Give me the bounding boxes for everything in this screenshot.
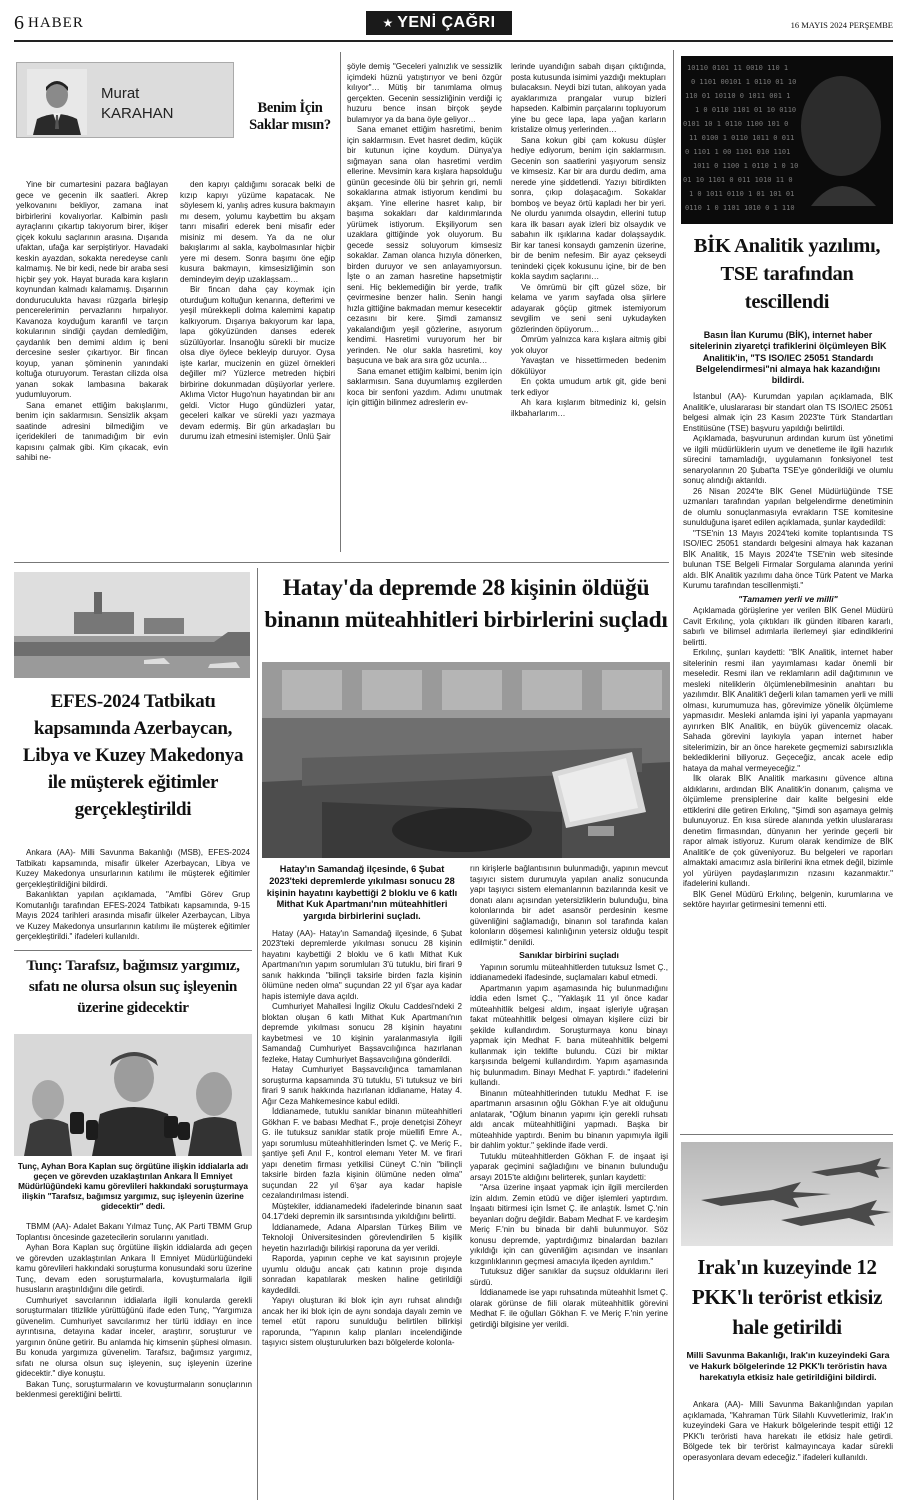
svg-text:0 1101 00101 1 0110 01 10: 0 1101 00101 1 0110 01 10 — [691, 78, 797, 86]
paragraph: Ankara (AA)- Milli Savunma Bakanlığı (MSB), EFES-2024 Tatbikatı kapsamında, misafir ülkeler Azerbaycan, Libya ve Kuzey Makedonya unsurlarının katılımı ile müşterek eğitimler gerçekleştirildiğini bildirdi. — [16, 848, 250, 889]
paragraph: Ayhan Bora Kaplan suç örgütüne ilişkin iddialarda adı geçen ve görevden uzaklaştırılan Ankara İl Emniyet Müdürlüğündeki kamu görevlileri hakkındaki soruşturma konusundaki soru üzerine Tunç, devam eden soruşturmalarla, kovuşturmalarla ilgili hususların araştırıldığını dile getirdi. — [16, 1243, 252, 1294]
svg-text:01 10 1101 0 011 1010 11 0: 01 10 1101 0 011 1010 11 0 — [683, 176, 793, 184]
irak-body — [683, 1400, 893, 1463]
left-column-divider — [257, 568, 258, 1500]
paragraph: Raporda, yapının cephe ve kat sayısının projeyle uyumlu olduğu ancak çatı katının proje dışında sonradan kapatılarak mesken haline getirildiği kaydedildi. — [262, 1254, 462, 1295]
svg-text:1011 0 1100 1 0110 1 0 10: 1011 0 1100 1 0110 1 0 10 — [693, 162, 799, 170]
paragraph: Yapıyı oluşturan iki blok için ayrı ruhsat alındığı ancak her iki blok için de aynı sondaja dayalı zemin ve temel etüt raporu sunulduğu belirtilen bilirkişi raporunda, "Yapının kalıp planları incelendiğinde taşıyıcı sistem oluşturulurken bazı bölgelerde kolonla- — [262, 1296, 462, 1348]
svg-text:110 01 10110 0 1011 001 1: 110 01 10110 0 1011 001 1 — [685, 92, 791, 100]
paragraph: lerinde uyandığın sabah dışarı çıktığında, posta kutusunda isimimi yazdığı mektupları bulacaksın. Neydi bizi tutan, alıkoyan yada ayaklarımıza prangalar vurup bizleri hapseden. Kalbimin parçalarını topluyorum yine bu gece lapa, lapa yağan karların kristalize olmuş yerlerinden… — [511, 62, 666, 134]
bik-lead: Basın İlan Kurumu (BİK), internet haber sitelerinin ziyaretçi trafiklerini ölçümleyen BİK Analitik'in, "TS ISO/IEC 25051 Standardı Belgelendirmesi"ni almaya hak kazandığını bildirdi. — [689, 330, 887, 386]
paragraph: İddianamede ise yapı ruhsatında müteahhit İsmet Ç. olarak görünse de fiili olarak müteahhitlik görevini Medhat F. ile oğulları Gökhan F. ve Meriç F.'nin yerine getirdiği bilgisine yer verildi. — [470, 1288, 668, 1329]
paragraph: Hatay (AA)- Hatay'ın Samandağ ilçesinde, 6 Şubat 2023'teki depremlerde yıkılması sonucu 28 kişinin hayatını kaybettiği 2 bloklu ve 6 katlı Mithat Kuk Apartmanı'nın yapım sorumluları 3'ü tutuklu, biri firari 9 sanık hakkında "bilinçli taksirle birden fazla kişinin ölümüne neden olma" suçundan 22 yıl 6'şar aya kadar hapis istemiyle dava açıldı. — [262, 928, 462, 1001]
paragraph: İlk olarak BİK Analitik markasını güvence altına aldıklarını, ardından BİK Analitik'in donanım, çalışma ve ölçümleme prensiplerine dair kalite belgesini elde ettiklerini dile getiren Erkılınç, "Şimdi son aşamaya gelmiş bulunuyoruz. En kısa sürede alanında yetkin uluslararası denetim firmasından, dünyanın her yerinde geçerli bir rapor almak istiyoruz. Kurum olarak kendimize de BİK Analitik'e de çok güveniyoruz. Bu belgeleri ve raporları almaktaki amacımız asla birilerini ikna etmek değil, bizimle yol yürüyen paydaşlarımızın rızasını kazanmaktır." ifadelerini kullandı. — [683, 774, 893, 888]
hatay-subhead: Sanıklar birbirini suçladı — [519, 950, 619, 960]
column-bottom-rule — [14, 562, 669, 563]
paragraph: Müştekiler, iddianamedeki ifadelerinde binanın saat 04.17'deki depremin ilk sarsıntısında yıkıldığını belirtti. — [262, 1201, 462, 1222]
paragraph: den kapıyı çaldığımı soracak belki de kızıp kapıyı yüzüme kapatacak. Ne söylesem ki, yanlış adres kusura bakmayın mı desem, yolumu kaybettim bu akşam tanrı misafiri ederek beni misafir eder misiniz mi desem. Ya da ne olur bakışlarımı al sakla, kaybolmasınlar hiçbir yere mi desem. Sonra başımı öne eğip kusura bakmayın, kimsesizliğimin son demindeyim deyip uzaklaşsam… — [180, 180, 335, 284]
paragraph: Ah kara kışlarım bitmediniz ki, gelsin ilkbaharlarım… — [511, 398, 666, 418]
paragraph: Bakanlıktan yapılan açıklamada, "Amfibi Görev Grup Komutanlığı tarafından EFES-2024 Tatbikatı kapsamında, 9-15 Mayıs 2024 tarihleri arasında misafir ülkeler Azerbaycan, Libya ve Kuzey Makedonya unsurlarının katılımı ile müşterek eğitimler gerçekleştirildi." ifadeleri kullanıldı. — [16, 890, 250, 941]
efes-headline: EFES-2024 Tatbikatı kapsamında Azerbaycan, Libya ve Kuzey Makedonya ile müşterek eğitimler gerçekleştirildi — [22, 691, 244, 820]
column-article — [14, 50, 669, 555]
paragraph: Bakan Tunç, soruşturmaların ve kovuşturmaların sonuçlarının beklenmesi gerektiğini belirtti. — [16, 1379, 252, 1399]
hatay-body-col1 — [262, 929, 462, 1349]
paragraph: Ankara (AA)- Milli Savunma Bakanlığından yapılan açıklamada, "Kahraman Türk Silahlı Kuvvetlerimiz, Irak'ın kuzeyindeki Gara ve Hakurk bölgelerinde tespit ettiği 12 PKK'lı teröristi hava harekatı ile etkisiz hale getirdi. Bölgede tek bir terörist kalmayıncaya kadar sürekli operasyonlara devam edeceğiz." ifadeleri kullanıldı. — [683, 1400, 893, 1462]
column-title: Benim İçin Saklar mısın? — [249, 100, 331, 133]
svg-text:0110 1 0 1101 1010 0 1 110: 0110 1 0 1101 1010 0 1 110 — [685, 204, 795, 212]
masthead — [14, 8, 893, 38]
author-first-name: Murat — [101, 85, 140, 102]
logo-star-icon: ★ — [382, 16, 394, 30]
paragraph: Hatay Cumhuriyet Başsavcılığınca tamamlanan soruşturma kapsamında 3'ü tutuklu, 5'i tutuksuz ve biri firari 9 sanık hakkında hazırlanan iddianame, Hatay 4. Ağır Ceza Mahkemesince kabul edildi. — [262, 1065, 462, 1106]
svg-text:1 0 0110 1101 01 10 0110: 1 0 0110 1101 01 10 0110 — [695, 106, 797, 114]
irak-headline: Irak'ın kuzeyinde 12 PKK'lı terörist etkisiz hale getirildi — [691, 1255, 883, 1339]
column-divider — [340, 52, 341, 552]
paragraph: TBMM (AA)- Adalet Bakanı Yılmaz Tunç, AK Parti TBMM Grup Toplantısı öncesinde gazetecilerin sorularını yanıtladı. — [16, 1222, 252, 1242]
paragraph: Yine bir cumartesini pazara bağlayan gece ve gecenin ilk saatleri. Akrep yelkovanını bekliyor, zamana inat birbirlerini kovalıyorlar. Kalbimin paslı ayraçlarını çıkartıp takıyorum birer, ikişer çiçek kokulu saçlarının arasına. Dışarıda ufaktan, ufağa kar serpiştiriyor. Havadaki keskin ayazdan, sokakta neredeyse canlı kalmamış. Ne bir kedi, nede bir araba sesi hiçbir şey yok. Hayat burada kara kışların koynundan kalmadı kalamamış. Dışarının donduruculukta havası rüzgarla birleşip pencerelerimin pervazlarını hırpalıyor. Kavanoza koyduğum karanfil ve tarçın kokularının sindiği çaydan demlediğim, çaydanlık ben demimi aldım iç beni dercesine sesler çıkartıyor. Bir fincan koyup, yanan şöminenin yanındaki koltuğa oturuyorum. Terastan cilizda olsa yanan sokak lambasına bakarak yudumluyorum. — [16, 180, 168, 399]
paragraph: Bir fincan daha çay koymak için oturduğum koltuğun kenarına, defterimi ve yeşil mürekkepli dolma kalemimi kapatıp kalkıyorum. Dışarıya bakıyorum kar lapa, lapa gökyüzünden danses ederek süzülüyorlar. İnsanoğlu sürekli bir mucize olsa diye öylece bekleyip duruyor. Oysa işte karlar, mucizenin en güzel örnekleri değiller mi? Yüzlerce metreden hiçbiri birbirine dokunmadan düşüyorlar yerlere. Aklıma Victor Hugo'nun hayatından bir anı geldi. Victor Hugo gündüzleri yatar, geceleri kalkar ve sürekli yazı yazmaya devam edermiş. Bir gün arkadaşları bu durumu izah etmesini istemişler. Ünlü Şair — [180, 285, 335, 441]
paragraph: Apartmanın yapım aşamasında hiç bulunmadığını iddia eden İsmet Ç., "Yaklaşık 11 yıl önce kadar müteahhitlik belgesi aldım, inşaat işleriyle uğraşan fakat müteahhitlik belgesi olmayan kişilere cüzi bir şekilde kullandırdım. Soruşturmaya konu binayı yapmak için Medhat F. bana müteahhitlik belgemi kullanmak için teklifte bulundu. Cüzi bir miktar karşısında belgemi kullandırdım. Yapım aşamasında hiç bulunmadım. Binayı Medhat F. yaptırdı." ifadelerini kullandı. — [470, 983, 668, 1087]
column-col3 — [347, 62, 502, 409]
page-number: 6 — [14, 12, 24, 34]
paragraph: Açıklamada, başvurunun ardından kurum üst yönetimi ve ilgili müdürlüklerin uyum ve denetleme ile ilgili hazırlık sürecini tamamladığı, uygulamanın fonksiyonel test senaryolarının 20 Şubat'ta TSE'ye gönderildiği ve olumlu sonuç alındığı aktarıldı. — [683, 434, 893, 485]
hatay-lead: Hatay'ın Samandağ ilçesinde, 6 Şubat 2023'teki depremlerde yıkılması sonucu 28 kişinin hayatını kaybettiği 2 bloklu ve 6 katlı Mithat Kuk Apartmanı'nın müteahhitleri yargıda birbirlerini suçladı. — [266, 864, 458, 922]
paragraph: Ve ömrümü bir çift güzel söze, bir kelama ve yarım sayfada olsa şiirlere adayarak göçüp gitmek istemiyorum sevgilim ve seni seni uykudayken gözlerinden öpüyorum… — [511, 282, 666, 334]
paragraph: BİK Genel Müdürü Erkılınç, belgenin, kurumlarına ve sektöre hayırlar getirmesini temenni etti. — [683, 889, 893, 909]
paragraph: Yavaştan ve hissettirmeden bedenim dökülüyor — [511, 356, 666, 376]
logo-text: YENİ ÇAĞRI — [397, 14, 496, 31]
hatay-left-col — [262, 864, 462, 1349]
paragraph: Açıklamada görüşlerine yer verilen BİK Genel Müdürü Cavit Erkılınç, yola çıktıkları ilk günden itibaren kararlı, sabırlı ve bilimsel adımlarla ilerlemeyi şiar edindiklerini belirtti. — [683, 606, 893, 647]
paragraph: Binanın müteahhitlerinden tutuklu Medhat F. ise apartmanın arsasının oğlu Gökhan F.'ye ait olduğunu anlatarak, "Oğlum binanın yapımı için gerekli ruhsatı aldı ancak müteahhitliğini yapmadı. Başka bir müteahhide yaptırdı. Benim bu binanın yapımıyla ilgili bir dahlim yoktur." şeklinde ifade verdi. — [470, 1088, 668, 1150]
paragraph: Tutuksuz diğer sanıklar da suçsuz olduklarını ileri sürdü. — [470, 1267, 668, 1287]
author-box — [16, 62, 234, 138]
paragraph: rın kirişlerle bağlantısının bulunmadığı, yapının mevcut taşıyıcı sistem durumuyla yapılan analiz sonucunda yapı taşıyıcı sistem elemanlarının bazılarında kesit ve donatı alanı açısından yetersizliklerin bulunduğu, bina kolonlarında bir adet asansör perdesinin kesme güvenliğini sağlamadığı, binanın sol tarafında kalan kolonların döşemesi kalınlığının yetersiz olduğu tespit edilmiştir." denildi. — [470, 864, 668, 947]
tunc-headline: Tunç: Tarafsız, bağımsız yargımız, sıfatı ne olursa olsun suç işleyenin üzerine gidecektir — [26, 957, 240, 1016]
svg-text:11 0100 1 0110 1011 0 011: 11 0100 1 0110 1011 0 011 — [689, 134, 795, 142]
tunc-caption: Tunç, Ayhan Bora Kaplan suç örgütüne ilişkin iddialarla adı geçen ve görevden uzaklaştırılan Ankara İl Emniyet Müdürlüğündeki kamu görevlileri hakkındaki soruşturmaya ilişkin "Tarafsız, bağımsız yargımız, suç işleyenin üzerine gidecektir" dedi. — [17, 1162, 249, 1211]
svg-text:0101 10 1 0110 1100 101 0: 0101 10 1 0110 1100 101 0 — [683, 120, 789, 128]
svg-text:1 0 1011 0110 1 01 101 01: 1 0 1011 0110 1 01 101 01 — [689, 190, 795, 198]
bik-headline: BİK Analitik yazılımı, TSE tarafından tescillendi — [693, 235, 881, 313]
efes-body — [16, 848, 250, 943]
section-name: HABER — [28, 15, 84, 31]
irak-lead: Milli Savunma Bakanlığı, Irak'ın kuzeyindeki Gara ve Hakurk bölgelerinde 12 PKK'lı teröristin hava harekatıyla etkisiz hale getirildiğini bildirdi. — [686, 1350, 890, 1382]
svg-text:0 1101 1 00 1101 010 1101: 0 1101 1 00 1101 010 1101 — [685, 148, 791, 156]
hatay-photo — [262, 662, 670, 858]
column-col2 — [180, 180, 335, 443]
column-col4 — [511, 62, 666, 419]
efes-bottom-rule — [14, 950, 252, 951]
paragraph: 26 Nisan 2024'te BİK Genel Müdürlüğünde TSE uzmanları tarafından yapılan belgelendirme denetiminin de olumlu sonuçlanmasıyla evrakların TSE komitesine sunulduğuna işaret edilen açıklamada, şunlar kaydedildi: — [683, 486, 893, 527]
paragraph: İddianamede, Adana Alparslan Türkeş Bilim ve Teknoloji Üniversitesinden görevlendirilen 5 kişilik heyetin hazırladığı bilirkişi raporuna da yer verildi. — [262, 1222, 462, 1253]
author-last-name: KARAHAN — [101, 105, 174, 122]
author-photo — [27, 69, 87, 135]
paragraph: Cumhuriyet Mahallesi İngiliz Okulu Caddesi'ndeki 2 bloktan oluşan 6 katlı Mithat Kuk Apartmanı'nın depremde yıkılması sonucu 28 kişinin hayatını kaybetmesi ve 10 kişinin yaralanmasıyla ilgili Samandağ Cumhuriyet Başsavcılığınca hazırlanan fezleke, Hatay Cumhuriyet Başsavcılığına gönderildi. — [262, 1002, 462, 1064]
paragraph: İstanbul (AA)- Kurumdan yapılan açıklamada, BİK Analitik'e, uluslararası bir standart olan TS ISO/IEC 25051 belgesi almak için 23 Kasım 2023'te Türk Standartları Enstitüsüne (TSE) başvuru yapıldığı belirtildi. — [683, 392, 893, 433]
paragraph: Yapının sorumlu müteahhitlerden tutuksuz İsmet Ç., iddianamedeki ifadesinde, suçlamaları kabul etmedi. — [470, 962, 668, 982]
paragraph: Erkılınç, şunları kaydetti: "BİK Analitik, internet haber sitelerinin resmi ilan yayımlaması kadar önemli bir meseledir. Resmi ilan ve reklamların adil dağıtımının ve mesleki niteliklerin ölçümlenebilmesinin anahtarı bu yazılımdır. BİK Analitik'i değerli kılan tamamen yerli ve milli olması, kurumumuza has, görevimize yönelik ölçümleme yapmasıdır. Mesleki anlamda işini iyi yapanla yapmayanı ayırırken BİK Analitik, en büyük güvencemiz olacak. Sahada görevini layıkıyla yapan internet haber sitelerimizin, bir an önce harekete geçmemizi sabırsızlıkla beklediklerini biliyoruz. Geçeceğiz, ancak acele edip hataya da mahal vermeyeceğiz." — [683, 648, 893, 773]
paragraph: Ömrüm yalnızca kara kışlara aitmiş gibi yok oluyor — [511, 335, 666, 355]
tunc-body — [16, 1222, 252, 1401]
column-col1 — [16, 180, 168, 464]
bik-body — [683, 392, 893, 911]
bik-subhead: "Tamamen yerli ve milli" — [738, 593, 838, 604]
bik-bottom-rule — [680, 1134, 893, 1135]
paragraph: Sana emanet ettiğim hasretimi, benim için saklarmısın. Evet hasret dedim, küçük bir kutunun içine koydum. Dünya'ya sığmayan sana olan hasretimi verdim ellerine. Mevsimin kara kışlara hapsolduğu günün gecesinde ölü bir şehrin gri, nemli sokaklarına atmak istiyorum kendimi bu akşam. Yine ellerine hasret kalıp, bir başıma sokakları dar kaldırımlarında yürümek istiyorum. Ekşiliyorum sen uzaklara gittiğinde yok oluyorum. Bu gecede sessiz soluyorum kimsesiz sokaklar. Zaman olanca hızıyla dönerken, birden duruyor ve sen anlayamıyorsun. İşte o an zaman hasretine hapsetmiştir seni. Hiç beklemediğin bir yerde, trafik çevirmesine benzer halin. Senin hangi hızla gittiğine bakmadan memur kesecektir cezasını bir kere. Şimdi zamansız yakalandığım yeşil gözlerine, asıyorum kendimi. Hasretimi vuruyorum her bir yerinden. Ne olur sakla hasretimi, koy başucuna ve bak ara sıra göz ucunla… — [347, 125, 502, 365]
bik-photo — [681, 56, 893, 224]
paragraph: En çokta umudum artık git, gide beni terk ediyor — [511, 377, 666, 397]
paragraph: "TSE'nin 13 Mayıs 2024'teki komite toplantısında TS ISO/IEC 25051 standardı belgesini almaya hak kazanan BİK Analitik, 15 Mayıs 2024'te TSE'nin web sitesinde bulunan TSE Belgeli Firmalar Sorgulama alanında yerini aldı. BİK Analitik yazılımı daha önce Türk Patent ve Marka Kurumu tarafından tescillenmişti." — [683, 528, 893, 590]
paragraph: "Arsa üzerine inşaat yapmak için ilgili mercilerden izin aldım. Zemin etüdü ve diğer işlemleri yaptırdım. İnşaatı bitirmesi için İsmet Ç. ile anlaştık. İsmet Ç.'nin beyanları doğru değildir. Babam Medhat F. ve kardeşim Meriç F.'nin bu binada bir dahli bulunmuyor. Söz konusu depremde, yaptırdığımız binalardan bazıları yıkıldığı için can güvenliğim açısından ve insanları kızgınlıklarının geçmesi amacıyla ilçeden ayrıldım." — [470, 1183, 668, 1266]
paragraph: Sana kokun gibi çam kokusu düşler hediye ediyorum, benim için saklarmısın. Gecenin son saatlerini yaşıyorum sensiz ve kimsesiz. Kar bir ara durdu dedim, ama nerede yine şiddetlendi. Yazıyı bitirdikten sonra, çıkıp dolaşacağım. Sokaklar bomboş ve beyaz örtü kapladı her bir yeri. Ne olurdu yanımda olsaydın, ellerini tutup kara ilk basarı ayak izleri biz olsaydık ve sabahın ilk ışıklarına kadar dolaşsaydık. Bir kar tanesi konsaydı gamzenin üzerine, bir de benim nefesim. Bir ayaz çekseydi tenindeki çiçek kokusunu içine, bir de ben kokla saydım saçlarını… — [511, 135, 666, 281]
paragraph: İddianamede, tutuklu sanıklar binanın müteahhitleri Gökhan F. ve babası Medhat F., proje denetçisi Zöheyr G. ile tutuksuz sanıklar statik proje müellifi Emre A., yapı sorumlusu müteahhitlerinden İsmet Ç. ve Meriç F., şantiye şefi Anıl F., kontrol elemanı Yeter M. ve firari yapı denetim firması yetkilisi Cüneyt C.'nin "bilinçli taksirle birden fazla kişinin ölümüne neden olma" suçundan 22 yıl 6'şar aya kadar hapisle cezalandırılması istendi. — [262, 1107, 462, 1201]
paragraph: şöyle demiş "Geceleri yalnızlık ve sessizlik içimdeki hüznü yatıştırıyor ve beni özgür kılıyor"… Mütiş bir tanımlama olmuş gerçekten. Gecenin sessizliğinin verdiği iç huzuru bence insan birçok şeyde bulamıyor ya da bana öyle geliyor… — [347, 62, 502, 124]
paragraph: Sana emanet ettiğim kalbimi, benim için saklarmısın. Sana duyumlamış ezgilerden koca bir senfoni yazdım. Adımı unutmak için gittiğin bilinmez adreslerin ev- — [347, 366, 502, 407]
hatay-headline: Hatay'da depremde 28 kişinin öldüğü binanın müteahhitleri birbirlerini suçladı — [264, 575, 668, 633]
newspaper-logo — [366, 11, 512, 35]
svg-text:10110 0101 11 0010 110 1: 10110 0101 11 0010 110 1 — [687, 64, 789, 72]
hatay-body-col2 — [470, 864, 668, 1330]
irak-photo — [681, 1142, 893, 1246]
paragraph: Cumhuriyet savcılarının iddialarla ilgili konularda gerekli soruşturmaları titizlikle yürüttüğünü ifade eden Tunç, "Yargımıza güvenelim. Cumhuriyet savcılarımız her türlü iddiayı en ince ayrıntısına, detayına kadar inceler, araştırır, soruşturur ve yargının önüne getirir. Bu anlamda hiç kimsenin şüphesi olmasın. Bu konuda yargımıza güvenelim. Tarafsız, bağımsız yargımız, sıfatı ne olursa olsun suç işleyenin, suç işleyenin üzerine gidecektir." diye konuştu. — [16, 1295, 252, 1378]
right-column-divider — [673, 50, 674, 1500]
paragraph: Tutuklu müteahhitlerden Gökhan F. de inşaat işi yaparak geçimini sağladığını ve binanın bulunduğu arsayı 2015'te aldığını belirterek, şunları kaydetti: — [470, 1151, 668, 1182]
paragraph: Sana emanet ettiğim bakışlarımı, benim için saklarmısın. Sensizlik akşam saatinde adresini bilmediğim ve içeridekileri de tanımadığım bir evin kapısını çalmak gibi. Kim çıkacak, evin sahibi ne- — [16, 400, 168, 462]
issue-date: 16 MAYIS 2024 PERŞEMBE — [790, 20, 893, 30]
masthead-rule — [14, 40, 893, 42]
tunc-photo — [14, 1034, 252, 1156]
efes-photo — [14, 572, 250, 678]
